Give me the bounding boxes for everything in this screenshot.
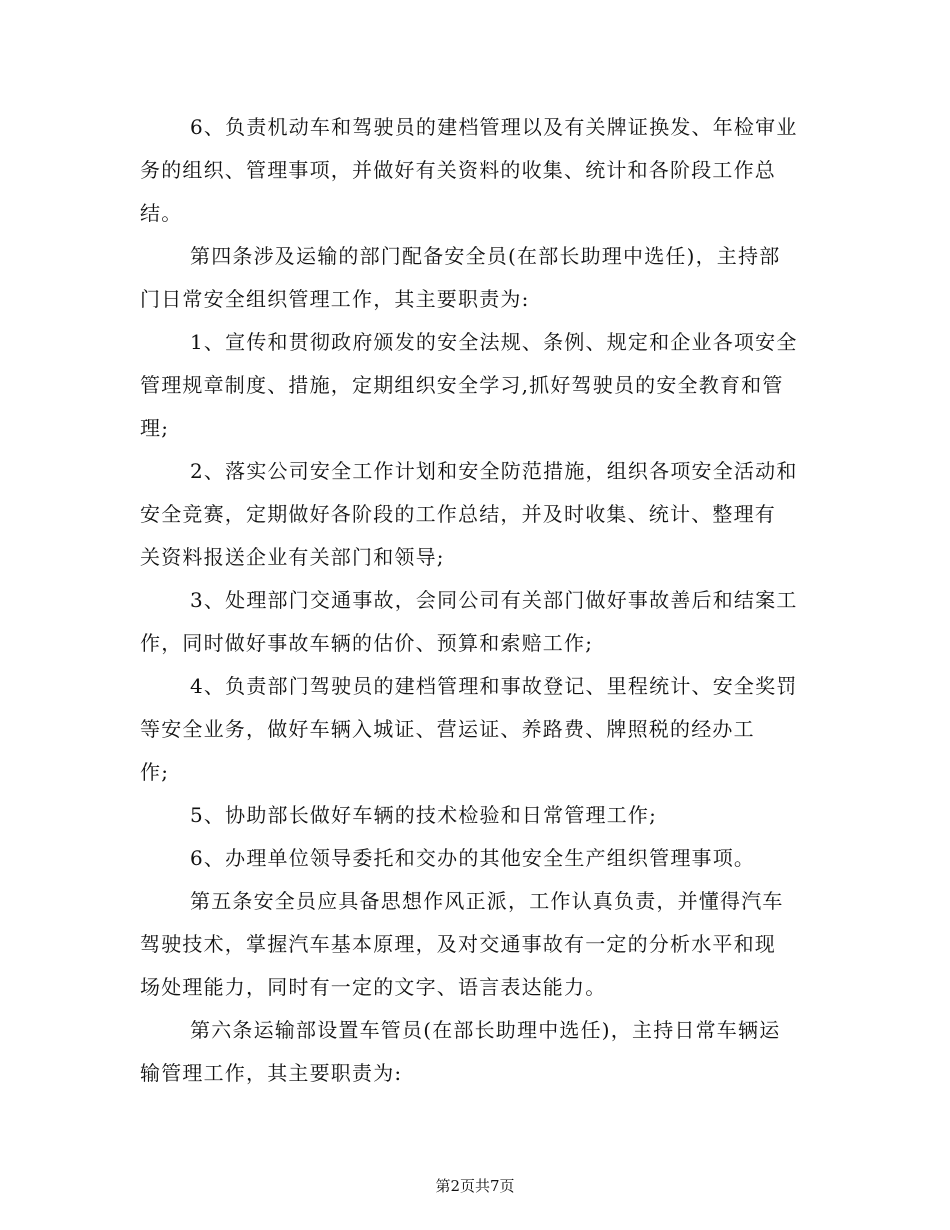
text-line: 输管理工作，其主要职责为:	[140, 1061, 403, 1085]
text-line: 门日常安全组织管理工作，其主要职责为:	[140, 287, 530, 311]
text-line: 第四条涉及运输的部门配备安全员(在部长助理中选任)，主持部	[190, 244, 781, 268]
text-line: 1、宣传和贯彻政府颁发的安全法规、条例、规定和企业各项安全	[190, 330, 798, 354]
text-line: 安全竞赛，定期做好各阶段的工作总结，并及时收集、统计、整理有	[140, 502, 776, 526]
text-line: 第五条安全员应具备思想作风正派，工作认真负责，并懂得汽车	[190, 889, 784, 913]
text-line: 作;	[140, 760, 170, 784]
text-line: 6、负责机动车和驾驶员的建档管理以及有关牌证换发、年检审业	[190, 115, 798, 139]
text-line: 第六条运输部设置车管员(在部长助理中选任)，主持日常车辆运	[190, 1018, 781, 1042]
text-line: 等安全业务，做好车辆入城证、营运证、养路费、牌照税的经办工	[140, 717, 755, 741]
text-line: 场处理能力，同时有一定的文字、语言表达能力。	[140, 975, 607, 999]
text-line: 结。	[140, 201, 183, 225]
text-line: 6、办理单位领导委托和交办的其他安全生产组织管理事项。	[190, 846, 756, 870]
text-line: 5、协助部长做好车辆的技术检验和日常管理工作;	[190, 803, 658, 827]
text-line: 管理规章制度、措施，定期组织安全学习,抓好驾驶员的安全教育和管	[140, 373, 784, 397]
text-line: 务的组织、管理事项，并做好有关资料的收集、统计和各阶段工作总	[140, 158, 776, 182]
text-line: 作，同时做好事故车辆的估价、预算和索赔工作;	[140, 631, 594, 655]
text-line: 2、落实公司安全工作计划和安全防范措施，组织各项安全活动和	[190, 459, 798, 483]
text-line: 理;	[140, 416, 170, 440]
text-line: 关资料报送企业有关部门和领导;	[140, 545, 445, 569]
text-line: 3、处理部门交通事故，会同公司有关部门做好事故善后和结案工	[190, 588, 798, 612]
page-number: 第2页共7页	[435, 1177, 515, 1195]
text-line: 驾驶技术，掌握汽车基本原理，及对交通事故有一定的分析水平和现	[140, 932, 776, 956]
text-line: 4、负责部门驾驶员的建档管理和事故登记、里程统计、安全奖罚	[190, 674, 798, 698]
